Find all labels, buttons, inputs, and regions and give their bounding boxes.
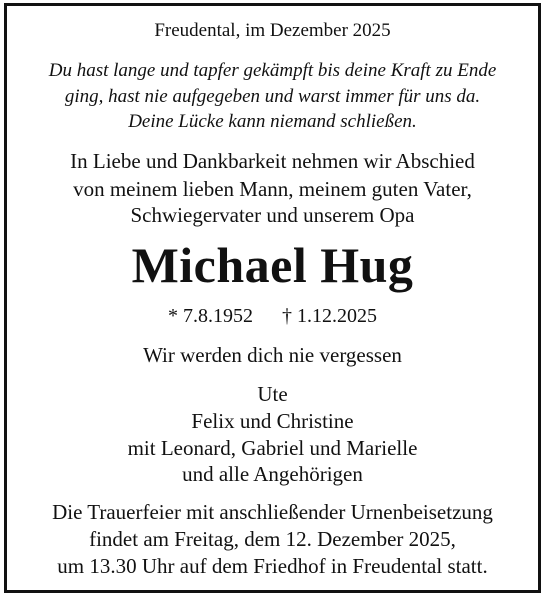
- mourner-line-2: Felix und Christine: [191, 409, 354, 433]
- remembrance-line: Wir werden dich nie vergessen: [143, 343, 402, 367]
- verse-line-1: Du hast lange und tapfer gekämpft bis deine Kraft zu Ende: [48, 60, 497, 81]
- mourner-line-3: mit Leonard, Gabriel und Marielle: [127, 436, 418, 460]
- intro-line-1: In Liebe und Dankbarkeit nehmen wir Abschied: [70, 149, 475, 173]
- death-date: † 1.12.2025: [282, 305, 377, 327]
- intro-line-3: Schwiegervater und unserem Opa: [130, 203, 415, 227]
- mourner-line-4: und alle Angehörigen: [182, 462, 363, 486]
- verse-line-3: Deine Lücke kann niemand schließen.: [128, 111, 417, 132]
- service-line-2: findet am Freitag, dem 12. Dezember 2025,: [89, 527, 456, 551]
- verse-line-2: ging, hast nie aufgegeben und warst immer für uns da.: [64, 86, 481, 107]
- deceased-name: Michael Hug: [131, 237, 414, 293]
- birth-date: * 7.8.1952: [168, 305, 253, 327]
- service-line-1: Die Trauerfeier mit anschließender Urnenbeisetzung: [52, 500, 493, 524]
- mourner-line-1: Ute: [257, 382, 288, 406]
- service-line-3: um 13.30 Uhr auf dem Friedhof in Freudental statt.: [57, 554, 488, 578]
- intro-line-2: von meinem lieben Mann, meinem guten Vater,: [73, 177, 472, 201]
- place-date: Freudental, im Dezember 2025: [154, 20, 391, 41]
- life-dates: [4, 305, 541, 328]
